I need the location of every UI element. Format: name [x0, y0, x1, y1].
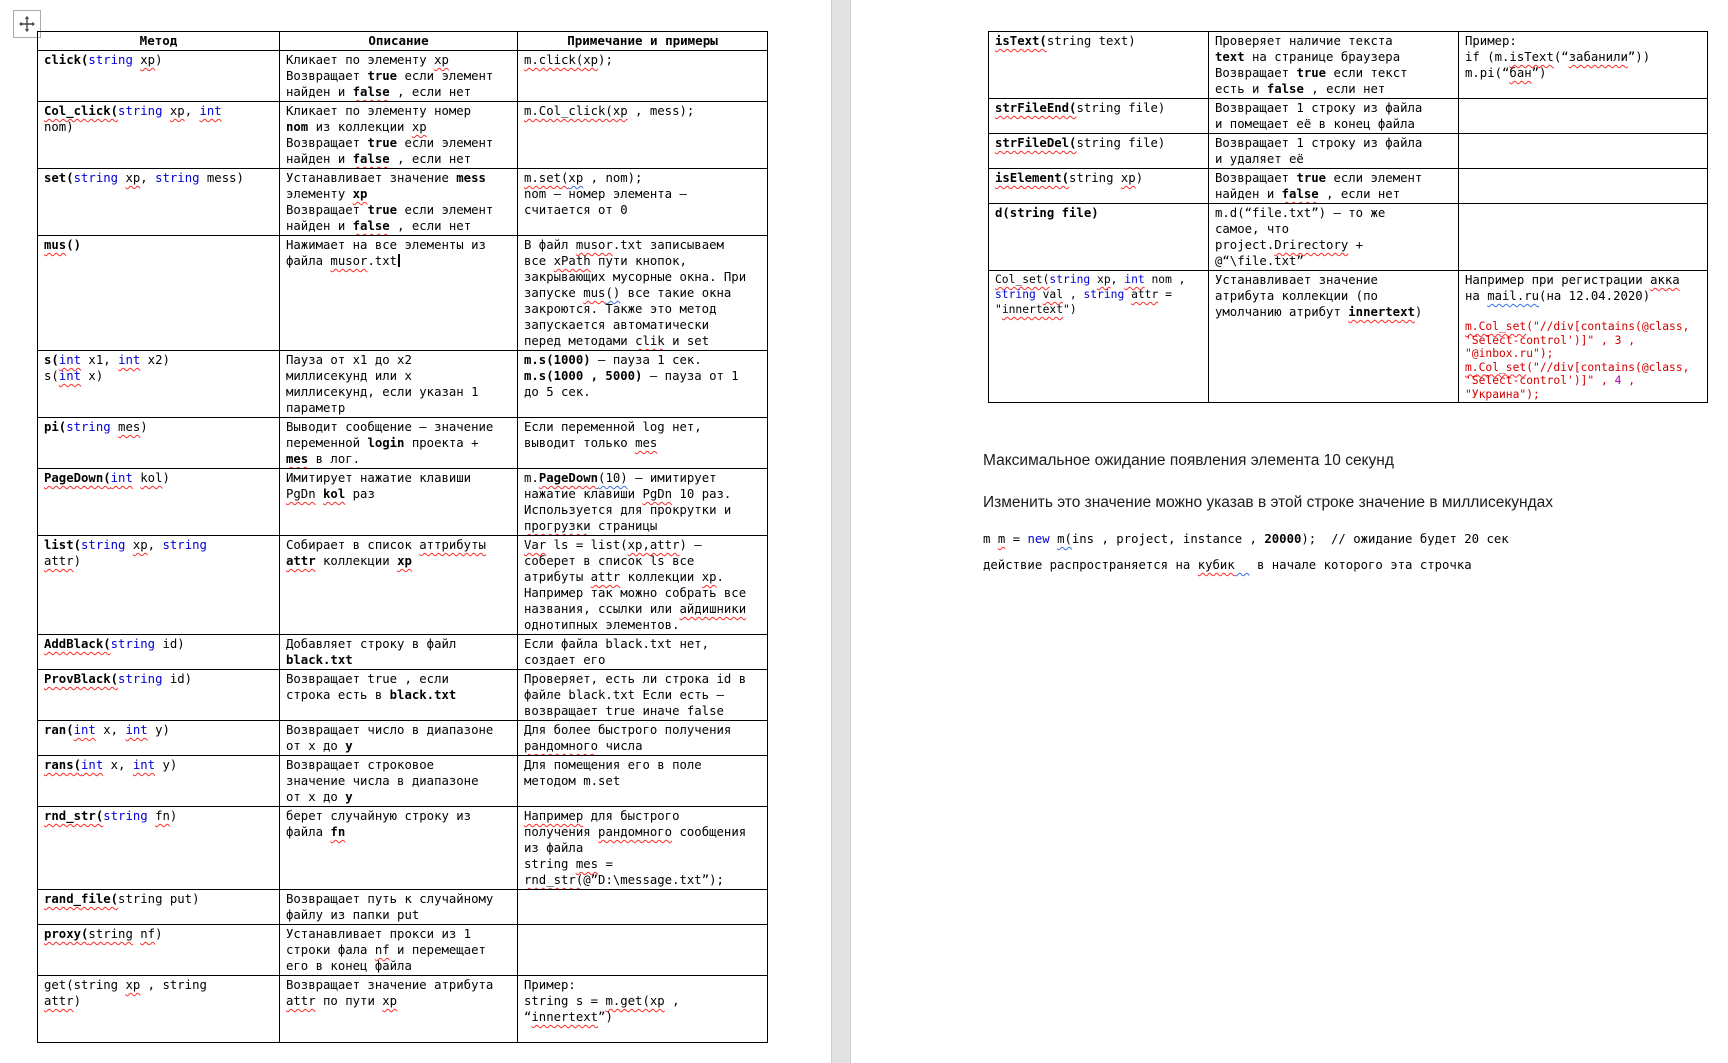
text-line: однотипных элементов. [524, 618, 680, 632]
text-line: isText(string text) [995, 34, 1136, 48]
text-line: attr коллекции xp [286, 554, 412, 568]
method-cell[interactable] [38, 807, 280, 890]
methods-table-2 [988, 31, 1708, 403]
description-cell[interactable] [1209, 134, 1459, 169]
row-list [38, 536, 768, 635]
text-line: @“\file.txt” [1215, 254, 1304, 268]
code-line-constructor[interactable] [983, 531, 1509, 547]
notes-cell[interactable] [518, 418, 768, 469]
text-line: на mail.ru(на 12.04.2020) [1465, 289, 1651, 303]
text-line: AddBlack(string id) [44, 637, 185, 651]
text-line: Например для быстрого [524, 809, 680, 823]
text-line: rnd_str(@”D:\message.txt”); [524, 873, 724, 887]
description-cell[interactable] [280, 635, 518, 670]
text-line: выводит только mes [524, 436, 658, 450]
text-line: самое, что [1215, 222, 1290, 236]
text-line: Например при регистрации акка [1465, 273, 1680, 287]
text-line: "Украина"); [1465, 387, 1540, 401]
text-line: файла fn [286, 825, 346, 839]
description-cell[interactable] [1209, 32, 1459, 99]
text-line: if (m.isText(“забанили”)) [1465, 50, 1651, 64]
description-cell[interactable] [280, 925, 518, 976]
text-line: Проверяет, есть ли строка id в [524, 672, 747, 686]
text-line: rnd_str(string fn) [44, 809, 178, 823]
text-line: s(int x1, int x2) [44, 353, 170, 367]
text-line: black.txt [286, 653, 353, 667]
text-line: PgDn kol раз [286, 487, 375, 501]
text-line: m.d(“file.txt”) – то же [1215, 206, 1386, 220]
table2-grid [988, 31, 1708, 403]
text-line: attr) [44, 994, 82, 1008]
text-line: умолчанию атрибут innertext) [1215, 305, 1423, 319]
text-line: названия, ссылки или айдишники [524, 602, 747, 616]
text-line: mes в лог. [286, 452, 361, 466]
text-line: миллисекунд или x [286, 369, 412, 383]
notes-cell[interactable] [518, 102, 768, 169]
row-get [38, 976, 768, 1043]
description-cell[interactable] [280, 670, 518, 721]
row-proxy [38, 925, 768, 976]
method-cell[interactable] [38, 536, 280, 635]
text-line: Возвращает true , если [286, 672, 449, 686]
text-line: Пауза от x1 до x2 [286, 353, 412, 367]
text-line: Возвращает 1 строку из файла [1215, 101, 1423, 115]
description-cell[interactable] [280, 236, 518, 351]
method-cell[interactable] [38, 721, 280, 756]
text-line: и удаляет её [1215, 152, 1304, 166]
text-line: строка есть в black.txt [286, 688, 457, 702]
description-cell[interactable] [280, 976, 518, 1043]
text-line: m.Col_set("//div[contains(@class, [1465, 360, 1690, 374]
text-line: s(int x) [44, 369, 104, 383]
text-line: Кликает по элементу номер [286, 104, 472, 118]
text-line: "innertext") [995, 303, 1077, 316]
text-line: "@inbox.ru"); [1465, 347, 1554, 360]
method-cell[interactable] [38, 102, 280, 169]
text-line: “innertext”) [524, 1010, 613, 1024]
text-line: m.Col_set("//div[contains(@class, [1465, 320, 1690, 333]
text-line: от x до y [286, 790, 353, 804]
text-line: все xPath пути кнопок, [524, 254, 687, 268]
text-line: найден и false , если нет [286, 152, 472, 166]
text-line: m.click(xp); [524, 53, 613, 67]
description-cell[interactable] [280, 51, 518, 102]
method-cell[interactable] [989, 204, 1209, 271]
text-line: rans(int x, int y) [44, 758, 178, 772]
text-line: Пример: [1465, 34, 1517, 48]
text-line: mus() [44, 238, 82, 252]
text-line: найден и false , если нет [286, 219, 472, 233]
method-cell[interactable] [38, 169, 280, 236]
notes-cell[interactable] [518, 670, 768, 721]
text-line: Col_click(string xp, int [44, 104, 222, 118]
row-click [38, 51, 768, 102]
text-line [524, 1025, 761, 1041]
text-line: m.s(1000 , 5000) – пауза от 1 [524, 369, 739, 383]
notes-cell[interactable] [518, 236, 768, 351]
notes-cell[interactable] [518, 925, 768, 976]
text-line: attr) [44, 554, 82, 568]
methods-table-1 [37, 31, 768, 1043]
description-cell[interactable] [280, 536, 518, 635]
text-line: файлу из папки put [286, 908, 420, 922]
description-cell[interactable] [280, 102, 518, 169]
text-line: от x до y [286, 739, 353, 753]
text-line: strFileEnd(string file) [995, 101, 1166, 115]
row-isText [989, 32, 1708, 99]
notes-cell[interactable] [518, 169, 768, 236]
text-line: isElement(string xp) [995, 171, 1144, 185]
text-line: 'Select-control')]" , 3 , [1465, 333, 1636, 347]
text-line: запускается автоматически [524, 318, 710, 332]
text-line: Возвращает 1 строку из файла [1215, 136, 1423, 150]
code-line-note[interactable] [983, 557, 1472, 573]
text-line: Var ls = list(xp,attr) – [524, 538, 702, 552]
text-line: list(string xp, string [44, 538, 207, 552]
text-line: get(string xp , string [44, 978, 207, 992]
text-line: Устанавливает прокси из 1 [286, 927, 472, 941]
text-line: Имитирует нажатие клавиши [286, 471, 472, 485]
text-line: project.Drirectory + [1215, 238, 1364, 252]
description-cell[interactable] [280, 351, 518, 418]
text-line: Для более быстрого получения [524, 723, 732, 737]
text-line: запуске mus() все такие окна [524, 286, 732, 300]
text-line: значение числа в диапазоне [286, 774, 479, 788]
text-line: nom – номер элемента – [524, 187, 687, 201]
text-line: proxy(string nf) [44, 927, 163, 941]
text-line: переменной login проекта + [286, 436, 479, 450]
text-line: из файла [524, 841, 584, 855]
row-s [38, 351, 768, 418]
text-line: Устанавливает значение mess [286, 171, 486, 185]
description-cell[interactable] [280, 418, 518, 469]
text-line: Возвращает число в диапазоне [286, 723, 494, 737]
description-cell[interactable] [280, 469, 518, 536]
description-cell[interactable] [280, 721, 518, 756]
text-line: создает его [524, 653, 606, 667]
text-line: string mes = [524, 857, 613, 871]
text-line: берет случайную строку из [286, 809, 472, 823]
page-2 [851, 0, 1728, 1063]
text-line: ProvBlack(string id) [44, 672, 193, 686]
column-header-1: Описание [280, 32, 518, 51]
method-cell[interactable] [38, 51, 280, 102]
row-ran [38, 721, 768, 756]
method-cell[interactable] [38, 236, 280, 351]
text-line: нажатие клавиши PgDn 10 раз. [524, 487, 732, 501]
notes-cell[interactable] [1459, 32, 1708, 99]
text-line: Выводит сообщение – значение [286, 420, 494, 434]
text-line: Добавляет строку в файл [286, 637, 457, 651]
row-AddBlack [38, 635, 768, 670]
notes-cell[interactable] [518, 756, 768, 807]
row-strFileDel [989, 134, 1708, 169]
row-isElement [989, 169, 1708, 204]
paragraph-change-value[interactable]: Изменить это значение можно указав в этой строке значение в миллисекундах [983, 494, 1554, 511]
text-line: миллисекунд, если указан 1 [286, 385, 479, 399]
notes-cell[interactable] [518, 976, 768, 1043]
text-line: атрибута коллекции (по [1215, 289, 1378, 303]
text-line: Возвращает true если текст [1215, 66, 1408, 80]
text-cursor [398, 254, 400, 267]
move-cross-icon [19, 16, 35, 32]
row-rans [38, 756, 768, 807]
text-line: Возвращает значение атрибута [286, 978, 494, 992]
text-line: возвращает true иначе false [524, 704, 724, 718]
description-cell[interactable] [280, 756, 518, 807]
text-line: Кликает по элементу xp [286, 53, 449, 67]
notes-cell[interactable] [518, 469, 768, 536]
method-cell[interactable] [38, 418, 280, 469]
method-cell[interactable] [38, 351, 280, 418]
row-rnd_str [38, 807, 768, 890]
text-line: Возвращает true если элемент [286, 136, 494, 150]
text-line: строки фала nf и перемещает [286, 943, 486, 957]
method-cell[interactable] [38, 890, 280, 925]
text-line: Возвращает true если элемент [286, 203, 494, 217]
text-line: Пример: [524, 978, 576, 992]
text-line: прогрузки страницы [524, 519, 658, 533]
text-line: string val , string attr = [995, 288, 1172, 301]
table1-grid [37, 31, 768, 1043]
text-line: соберет в список ls все [524, 554, 695, 568]
text-line: перед методами clik и set [524, 334, 710, 348]
text-line: Например так можно собрать все [524, 586, 747, 600]
notes-cell[interactable] [518, 51, 768, 102]
text-line: strFileDel(string file) [995, 136, 1166, 150]
text-line: параметр [286, 401, 346, 415]
text-line: его в конец файла [286, 959, 412, 973]
text-line: Возвращает строковое [286, 758, 435, 772]
notes-cell[interactable] [518, 807, 768, 890]
text-line: считается от 0 [524, 203, 628, 217]
text-line: nom) [44, 120, 74, 134]
method-cell[interactable] [38, 469, 280, 536]
text-line: Проверяет наличие текста [1215, 34, 1393, 48]
text-line [1465, 304, 1701, 320]
text-line: закроются. Также это метод [524, 302, 717, 316]
text-line: найден и false , если нет [286, 85, 472, 99]
method-cell[interactable] [38, 925, 280, 976]
notes-cell[interactable] [518, 351, 768, 418]
description-cell[interactable] [280, 890, 518, 925]
text-line: Col_set(string xp, int nom , [995, 273, 1186, 286]
notes-cell[interactable] [1459, 134, 1708, 169]
page-1 [0, 0, 831, 1063]
text-line: Если файла black.txt нет, [524, 637, 710, 651]
method-cell[interactable] [38, 635, 280, 670]
row-set [38, 169, 768, 236]
text-line: Нажимает на все элементы из [286, 238, 486, 252]
text-line: rand_file(string put) [44, 892, 200, 906]
method-cell[interactable] [989, 271, 1209, 403]
paragraph-max-wait[interactable]: Максимальное ожидание появления элемента 10 секунд [983, 452, 1394, 469]
description-cell[interactable] [1209, 99, 1459, 134]
description-cell[interactable] [1209, 169, 1459, 204]
method-cell[interactable] [38, 976, 280, 1043]
text-line: Используется для прокрутки и [524, 503, 732, 517]
header-row [38, 32, 768, 51]
text-line: Если переменной log нет, [524, 420, 702, 434]
notes-cell[interactable] [1459, 204, 1708, 271]
row-strFileEnd [989, 99, 1708, 134]
text-line: 'Select-control')]" , 4 , [1465, 374, 1636, 387]
notes-cell[interactable] [518, 890, 768, 925]
row-rand_file [38, 890, 768, 925]
text-line: атрибуты attr коллекции xp. [524, 570, 724, 584]
text-line: Возвращает true если элемент [286, 69, 494, 83]
method-cell[interactable] [989, 99, 1209, 134]
row-d [989, 204, 1708, 271]
text-line: nom из коллекции xp [286, 120, 427, 134]
notes-cell[interactable] [518, 536, 768, 635]
text-line: attr по пути xp [286, 994, 398, 1008]
text-line: set(string xp, string mess) [44, 171, 244, 185]
text-line: m.set(xp , nom); [524, 171, 643, 185]
notes-cell[interactable] [518, 721, 768, 756]
method-cell[interactable] [38, 670, 280, 721]
text-line: ran(int x, int y) [44, 723, 170, 737]
row-pi [38, 418, 768, 469]
text-line: click(string xp) [44, 53, 163, 67]
text-line: d(string file) [995, 206, 1099, 220]
text-line: файле black.txt Если есть – [524, 688, 724, 702]
text-line: элементу xp [286, 187, 368, 201]
description-cell[interactable] [280, 807, 518, 890]
text-line: до 5 сек. [524, 385, 591, 399]
method-cell[interactable] [989, 134, 1209, 169]
text-line: получения рандомного сообщения [524, 825, 747, 839]
description-cell[interactable] [1209, 271, 1459, 403]
notes-cell[interactable] [1459, 169, 1708, 204]
text-line: методом m.set [524, 774, 621, 788]
notes-cell[interactable] [518, 635, 768, 670]
column-header-2: Примечание и примеры [518, 32, 768, 51]
text-line: действие распространяется на кубик в начале которого эта строчка [983, 558, 1472, 572]
text-line: text на странице браузера [1215, 50, 1401, 64]
text-line: PageDown(int kol) [44, 471, 170, 485]
text-line: m.Col_click(xp , mess); [524, 104, 695, 118]
row-PageDown [38, 469, 768, 536]
row-mus [38, 236, 768, 351]
row-Col_set [989, 271, 1708, 403]
text-line: pi(string mes) [44, 420, 148, 434]
text-line: есть и false , если нет [1215, 82, 1386, 96]
text-line: Возвращает путь к случайному [286, 892, 494, 906]
text-line: Собирает в список аттрибуты [286, 538, 486, 552]
text-line: m.pi(“бан”) [1465, 66, 1547, 80]
method-cell[interactable] [38, 756, 280, 807]
text-line: рандомного числа [524, 739, 643, 753]
description-cell[interactable] [1209, 204, 1459, 271]
text-line: файла musor.txt [286, 253, 511, 269]
method-cell[interactable] [989, 32, 1209, 99]
text-line: m.s(1000) – пауза 1 сек. [524, 353, 702, 367]
text-line: и помещает её в конец файла [1215, 117, 1415, 131]
row-Col_click [38, 102, 768, 169]
page-separator [831, 0, 851, 1063]
text-line: m m = new m(ins , project, instance , 20000); // ожидание будет 20 сек [983, 532, 1509, 546]
text-line: закрывающих мусорные окна. При [524, 270, 747, 284]
text-line: найден и false , если нет [1215, 187, 1401, 201]
column-header-0: Метод [38, 32, 280, 51]
text-line: Для помещения его в поле [524, 758, 702, 772]
row-ProvBlack [38, 670, 768, 721]
text-line: Возвращает true если элемент [1215, 171, 1423, 185]
description-cell[interactable] [280, 169, 518, 236]
method-cell[interactable] [989, 169, 1209, 204]
text-line: Устанавливает значение [1215, 273, 1378, 287]
notes-cell[interactable] [1459, 99, 1708, 134]
text-line: В файл musor.txt записываем [524, 238, 724, 252]
text-line: string s = m.get(xp , [524, 994, 680, 1008]
text-line: m.PageDown(10) – имитирует [524, 471, 717, 485]
notes-cell[interactable] [1459, 271, 1708, 403]
